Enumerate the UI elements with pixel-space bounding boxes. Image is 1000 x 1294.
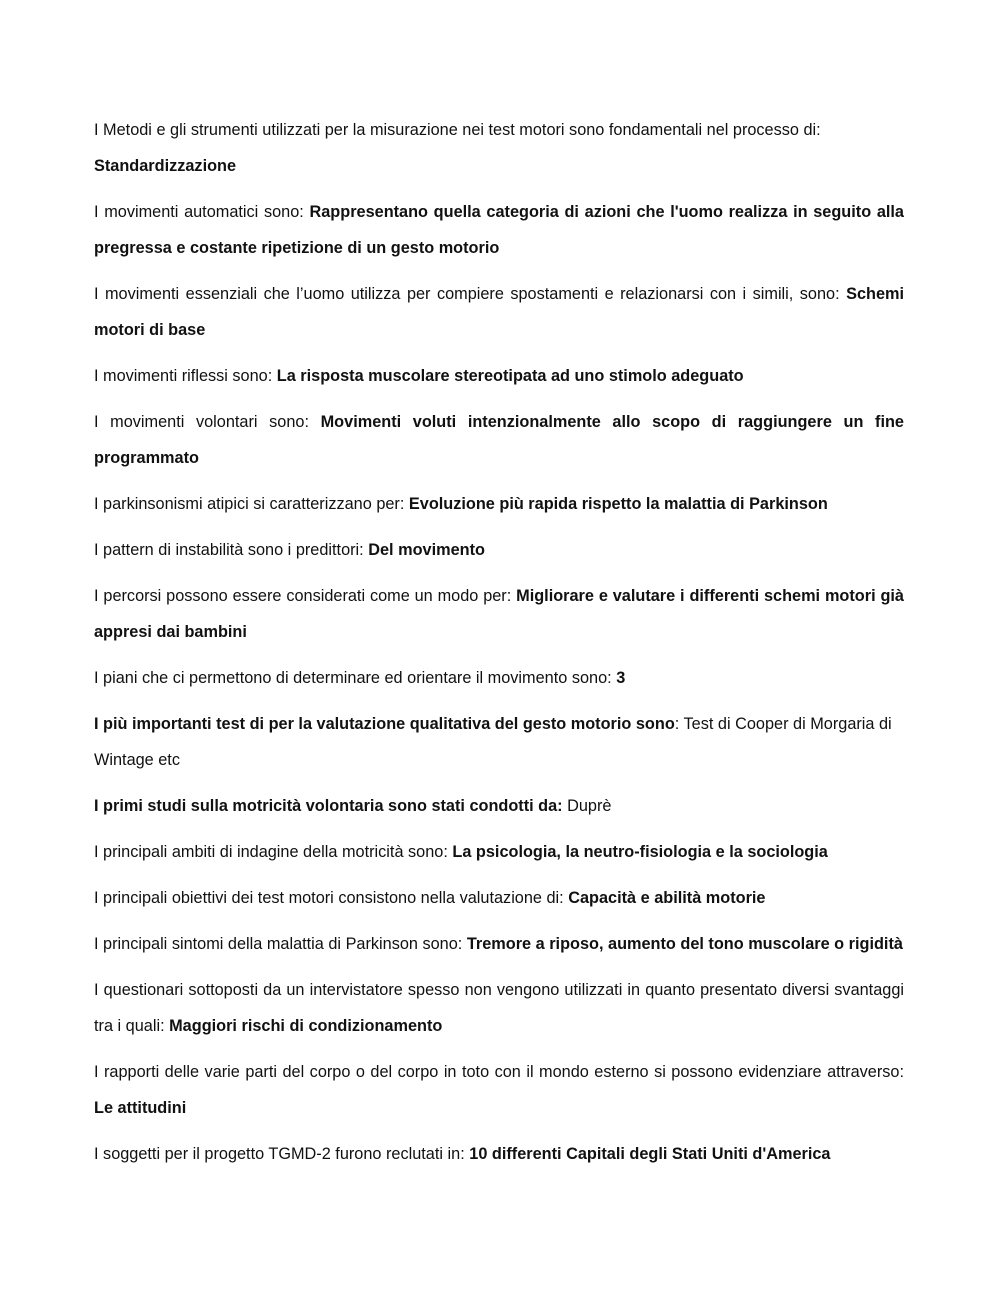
answer-text: : Test di Cooper di Morgaria di Wintage etc bbox=[94, 715, 892, 769]
qa-entry-percorsi bbox=[94, 578, 904, 650]
qa-entry-movimenti-volontari bbox=[94, 404, 904, 476]
question-text: I rapporti delle varie parti del corpo o del corpo in toto con il mondo esterno si possono evidenziare attraverso: bbox=[94, 1063, 904, 1081]
question-text: I primi studi sulla motricità volontaria sono stati condotti da: bbox=[94, 797, 563, 815]
answer-text: 10 differenti Capitali degli Stati Uniti d'America bbox=[469, 1145, 831, 1163]
qa-entry-piani-movimento bbox=[94, 660, 904, 696]
qa-entry-test-qualitativi bbox=[94, 706, 904, 778]
answer-text: Standardizzazione bbox=[94, 157, 237, 175]
answer-text: Del movimento bbox=[368, 541, 485, 559]
question-text: I soggetti per il progetto TGMD-2 furono reclutati in: bbox=[94, 1145, 465, 1163]
answer-text: Migliorare e valutare i differenti schemi motori già appresi dai bambini bbox=[94, 587, 904, 641]
answer-text: Tremore a riposo, aumento del tono muscolare o rigidità bbox=[466, 935, 903, 953]
qa-entry-ambiti-indagine bbox=[94, 834, 904, 870]
answer-text: 3 bbox=[616, 669, 626, 687]
answer-text: Schemi motori di base bbox=[94, 285, 904, 339]
question-text: I principali obiettivi dei test motori consistono nella valutazione di: bbox=[94, 889, 564, 907]
qa-entry-obiettivi-test bbox=[94, 880, 904, 916]
qa-entry-parkinsonismi bbox=[94, 486, 904, 522]
qa-entry-movimenti-essenziali bbox=[94, 276, 904, 348]
answer-text: Maggiori rischi di condizionamento bbox=[169, 1017, 443, 1035]
qa-entry-standardizzazione bbox=[94, 112, 904, 184]
question-text: I percorsi possono essere considerati come un modo per: bbox=[94, 587, 512, 605]
qa-entry-movimenti-riflessi bbox=[94, 358, 904, 394]
answer-text: Capacità e abilità motorie bbox=[568, 889, 766, 907]
question-text: I movimenti riflessi sono: bbox=[94, 367, 273, 385]
question-text: I questionari sottoposti da un intervistatore spesso non vengono utilizzati in quanto presentato diversi svantaggi tra i quali: bbox=[94, 981, 904, 1035]
question-text: I parkinsonismi atipici si caratterizzano per: bbox=[94, 495, 405, 513]
answer-text: Le attitudini bbox=[94, 1099, 187, 1117]
question-text: I movimenti volontari sono: bbox=[94, 413, 309, 431]
answer-text: La risposta muscolare stereotipata ad uno stimolo adeguato bbox=[276, 367, 744, 385]
question-text: I movimenti essenziali che l’uomo utilizza per compiere spostamenti e relazionarsi con i simili, sono: bbox=[94, 285, 840, 303]
question-text: I pattern di instabilità sono i predittori: bbox=[94, 541, 364, 559]
question-text: I più importanti test di per la valutazione qualitativa del gesto motorio sono bbox=[94, 715, 675, 733]
answer-text: Movimenti voluti intenzionalmente allo scopo di raggiungere un fine programmato bbox=[94, 413, 904, 467]
question-text: I principali ambiti di indagine della motricità sono: bbox=[94, 843, 448, 861]
qa-entry-rapporti-corpo bbox=[94, 1054, 904, 1126]
answer-text: Duprè bbox=[562, 797, 612, 815]
question-text: I Metodi e gli strumenti utilizzati per la misurazione nei test motori sono fondamentali nel processo di: bbox=[94, 121, 821, 139]
qa-entry-sintomi-parkinson bbox=[94, 926, 904, 962]
qa-entry-tgmd2 bbox=[94, 1136, 904, 1172]
qa-entry-primi-studi bbox=[94, 788, 904, 824]
qa-entry-movimenti-automatici bbox=[94, 194, 904, 266]
qa-entry-questionari bbox=[94, 972, 904, 1044]
answer-text: Evoluzione più rapida rispetto la malattia di Parkinson bbox=[408, 495, 828, 513]
answer-text: La psicologia, la neutro-fisiologia e la sociologia bbox=[452, 843, 828, 861]
document-page bbox=[94, 112, 904, 1182]
question-text: I principali sintomi della malattia di Parkinson sono: bbox=[94, 935, 463, 953]
answer-text: Rappresentano quella categoria di azioni che l'uomo realizza in seguito alla pregressa e costante ripetizione di un gesto motorio bbox=[94, 203, 904, 257]
qa-entry-pattern-instabilita bbox=[94, 532, 904, 568]
question-text: I piani che ci permettono di determinare ed orientare il movimento sono: bbox=[94, 669, 612, 687]
question-text: I movimenti automatici sono: bbox=[94, 203, 304, 221]
